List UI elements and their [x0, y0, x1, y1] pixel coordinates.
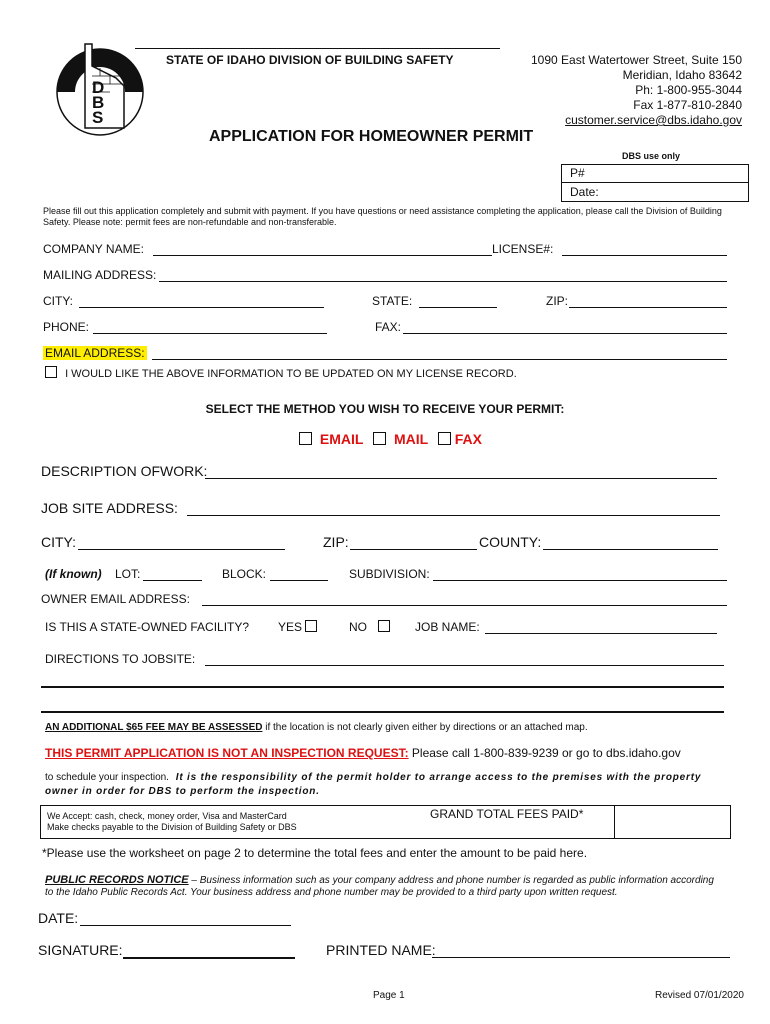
responsibility-text: It is the responsibility of the permit holder to arrange access to the premises with the property owner in order for DBS to perform the inspection.	[45, 772, 702, 797]
printed-name-field[interactable]	[432, 957, 730, 958]
job-city-field[interactable]	[78, 549, 285, 550]
agency-name: STATE OF IDAHO DIVISION OF BUILDING SAFETY	[166, 53, 454, 67]
page-title: APPLICATION FOR HOMEOWNER PERMIT	[209, 128, 534, 145]
company-email-label: EMAIL ADDRESS:	[45, 346, 145, 360]
company-city-label: CITY:	[43, 294, 74, 308]
inspection-notice-red: THIS PERMIT APPLICATION IS NOT AN INSPECTION REQUEST:	[45, 746, 409, 760]
grand-total-label: GRAND TOTAL FEES PAID*	[430, 807, 584, 821]
mailing-address-label: MAILING ADDRESS:	[43, 268, 157, 282]
signature-label: SIGNATURE:	[38, 942, 123, 958]
company-fax-field[interactable]	[403, 333, 727, 334]
lot-field[interactable]	[143, 580, 202, 581]
method-heading: SELECT THE METHOD YOU WISH TO RECEIVE YOUR PERMIT:	[205, 402, 565, 416]
update-license-label: I WOULD LIKE THE ABOVE INFORMATION TO BE UPDATED ON MY LICENSE RECORD.	[65, 368, 517, 380]
fax-method-checkbox[interactable]	[438, 432, 451, 445]
owner-email-field[interactable]	[202, 605, 727, 606]
state-owned-label: IS THIS A STATE-OWNED FACILITY?	[45, 620, 250, 634]
page-number: Page 1	[373, 990, 405, 1001]
company-phone-label: PHONE:	[43, 320, 90, 334]
description-field[interactable]	[205, 478, 717, 479]
permit-number-field[interactable]: P#	[562, 165, 748, 183]
payable-to-text: Make checks payable to the Division of Building Safety or DBS	[47, 822, 297, 832]
block-field[interactable]	[270, 580, 328, 581]
license-field[interactable]	[562, 255, 727, 256]
directions-field-2[interactable]	[41, 686, 724, 688]
header-rule	[135, 48, 500, 49]
license-label: LICENSE#:	[492, 242, 554, 256]
inspection-notice-rest: Please call 1-800-839-9239 or go to dbs.idaho.gov	[408, 746, 681, 760]
company-name-field[interactable]	[153, 255, 492, 256]
agency-address	[500, 53, 742, 128]
email-method-checkbox[interactable]	[299, 432, 312, 445]
yes-checkbox[interactable]	[305, 620, 317, 632]
job-site-field[interactable]	[187, 515, 720, 516]
job-zip-field[interactable]	[350, 549, 477, 550]
job-city-label: CITY:	[41, 534, 77, 550]
accepted-payments	[47, 811, 297, 833]
mail-method-checkbox[interactable]	[373, 432, 386, 445]
signature-field[interactable]	[123, 957, 295, 959]
date-field[interactable]	[80, 925, 291, 926]
job-name-label: JOB NAME:	[415, 620, 480, 634]
mail-method-label: MAIL	[393, 431, 428, 447]
county-label: COUNTY:	[479, 534, 542, 550]
printed-name-label: PRINTED NAME:	[326, 942, 436, 958]
company-city-field[interactable]	[79, 307, 324, 308]
company-state-label: STATE:	[372, 294, 413, 308]
address-line-1: 1090 East Watertower Street, Suite 150	[530, 53, 742, 67]
address-line-2: Meridian, Idaho 83642	[622, 68, 742, 82]
directions-field-1[interactable]	[205, 665, 724, 666]
job-zip-label: ZIP:	[323, 534, 349, 550]
state-owned-no	[349, 620, 390, 634]
company-zip-field[interactable]	[569, 307, 727, 308]
company-fax-label: FAX:	[375, 320, 402, 334]
logo-letters: DBS	[92, 78, 105, 127]
public-records-body: – Business information such as your company address and phone number is regarded as public information according to the Idaho Public Records Act. Your business address and phone number may be provided to a third party upon written request.	[45, 875, 714, 898]
company-email-field[interactable]	[152, 359, 727, 360]
intro-text: Please fill out this application completely and submit with payment. If you have questions or need assistance completing the application, please call the Division of Building Safety. Please note: permit fees are non-refundable and non-transferable.	[43, 206, 722, 227]
if-known-label: (If known)	[45, 567, 102, 581]
payment-box	[40, 805, 731, 839]
accepted-payments-text: We Accept: cash, check, money order, Visa and MasterCard	[47, 811, 287, 821]
dbs-use-label: DBS use only	[622, 151, 681, 161]
worksheet-note: *Please use the worksheet on page 2 to determine the total fees and enter the amount to be paid here.	[42, 846, 588, 860]
directions-label: DIRECTIONS TO JOBSITE:	[45, 652, 196, 666]
update-license-checkbox[interactable]	[45, 366, 57, 378]
agency-email-link[interactable]: customer.service@dbs.idaho.gov	[565, 113, 742, 127]
company-phone-field[interactable]	[93, 333, 327, 334]
email-method-label: EMAIL	[319, 431, 364, 447]
no-label: NO	[349, 620, 367, 634]
schedule-text: to schedule your inspection.	[45, 772, 169, 783]
job-name-field[interactable]	[485, 633, 717, 634]
subdivision-label: SUBDIVISION:	[349, 567, 430, 581]
block-label: BLOCK:	[222, 567, 267, 581]
state-owned-yes	[278, 620, 317, 634]
mailing-address-field[interactable]	[159, 281, 727, 282]
dbs-logo	[40, 36, 158, 136]
agency-fax: Fax 1-877-810-2840	[633, 98, 742, 112]
company-state-field[interactable]	[419, 307, 497, 308]
date-label: DATE:	[38, 910, 79, 926]
dbs-use-box	[561, 164, 749, 202]
fee-notice	[45, 722, 588, 733]
no-checkbox[interactable]	[378, 620, 390, 632]
public-records-notice	[45, 874, 725, 899]
grand-total-field[interactable]	[614, 806, 731, 838]
description-label: DESCRIPTION OFWORK:	[41, 463, 208, 479]
directions-field-3[interactable]	[41, 711, 724, 713]
subdivision-field[interactable]	[433, 580, 727, 581]
fax-method-label: FAX	[454, 431, 482, 447]
yes-label: YES	[278, 620, 303, 634]
county-field[interactable]	[543, 549, 718, 550]
company-name-label: COMPANY NAME:	[43, 242, 144, 256]
responsibility-notice	[45, 771, 725, 799]
company-zip-label: ZIP:	[546, 294, 569, 308]
agency-phone: Ph: 1-800-955-3044	[635, 83, 742, 97]
inspection-notice	[45, 746, 681, 760]
job-site-label: JOB SITE ADDRESS:	[41, 500, 178, 516]
owner-email-label: OWNER EMAIL ADDRESS:	[41, 592, 190, 606]
update-license-row	[45, 366, 517, 380]
public-records-heading: PUBLIC RECORDS NOTICE	[45, 874, 189, 886]
method-options	[299, 431, 482, 447]
fee-notice-rest: if the location is not clearly given either by directions or an attached map.	[262, 722, 588, 733]
dbs-date-field[interactable]: Date:	[570, 185, 599, 199]
lot-label: LOT:	[115, 567, 141, 581]
fee-notice-bold: AN ADDITIONAL $65 FEE MAY BE ASSESSED	[45, 722, 263, 733]
revised-date: Revised 07/01/2020	[655, 990, 744, 1001]
